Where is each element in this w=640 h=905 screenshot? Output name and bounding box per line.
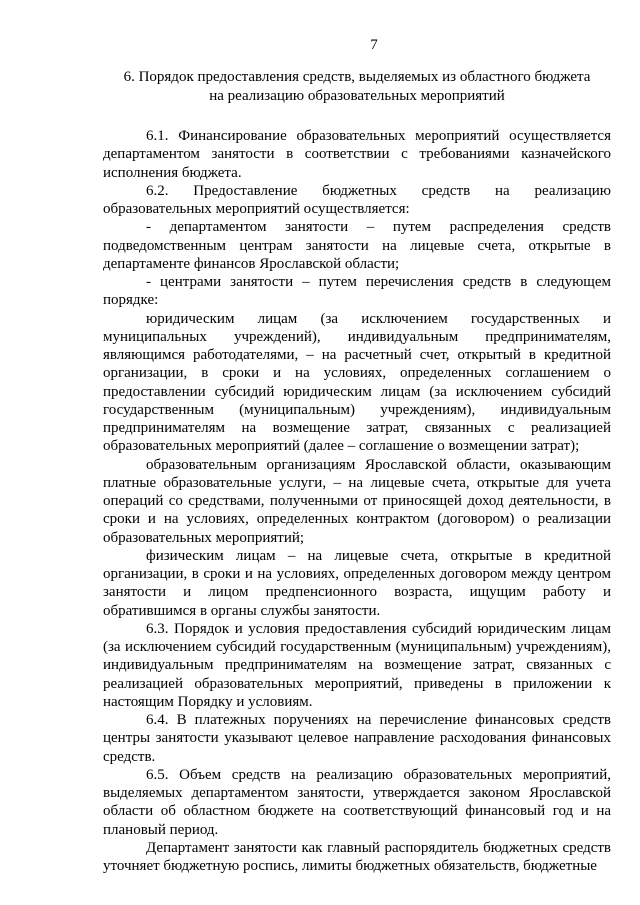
paragraph-legal-entities: юридическим лицам (за исключением государственных и муниципальных учреждений), индивидуальным предпринимателям, являющимся работодателями, – на расчетный счет, открытый в кредитной организации, в сроки и на условиях, определенных соглашением о предоставлении субсидий юридическим лицам (за исключением субсидий государственным (муниципальным) учреждениям), индивидуальным предпринимателям на возмещение затрат, связанных с реализацией образовательных мероприятий (далее – соглашение о возмещении затрат); bbox=[103, 310, 611, 455]
paragraph-6-4: 6.4. В платежных поручениях на перечисление финансовых средств центры занятости указывают целевое направление расходования финансовых средств. bbox=[103, 712, 611, 765]
section-heading-line-1: 6. Порядок предоставления средств, выделяемых из областного бюджета bbox=[123, 69, 591, 85]
paragraph-individuals: физическим лицам – на лицевые счета, открытые в кредитной организации, в сроки и на условиях, определенных договором между центром занятости и лицом предпенсионного возраста, ищущим работу и обратившимся в органы службы занятости. bbox=[103, 547, 611, 619]
page-number: 7 bbox=[370, 37, 378, 53]
document-page bbox=[103, 36, 611, 875]
paragraph-department-distribution: - департаментом занятости – путем распределения средств подведомственным центрам занятости на лицевые счета, открытые в департаменте финансов Ярославской области; bbox=[103, 219, 611, 272]
paragraph-6-3: 6.3. Порядок и условия предоставления субсидий юридическим лицам (за исключением субсидий государственным (муниципальным) учреждениям), индивидуальным предпринимателям на возмещение затрат, связанных с реализацией образовательных мероприятий, приведены в приложении к настоящим Порядку и условиям. bbox=[103, 620, 611, 710]
paragraph-6-2: 6.2. Предоставление бюджетных средств на реализацию образовательных мероприятий осуществляется: bbox=[103, 182, 611, 217]
paragraph-6-5: 6.5. Объем средств на реализацию образовательных мероприятий, выделяемых департаментом занятости, утверждается законом Ярославской области об областном бюджете на соответствующий финансовый год и на плановый период. bbox=[103, 766, 611, 838]
section-heading bbox=[103, 68, 611, 106]
paragraph-employment-centers: - центрами занятости – путем перечисления средств в следующем порядке: bbox=[103, 274, 611, 309]
section-heading-line-2: на реализацию образовательных мероприятий bbox=[209, 88, 505, 104]
paragraph-budget-manager: Департамент занятости как главный распорядитель бюджетных средств уточняет бюджетную роспись, лимиты бюджетных обязательств, бюджетные bbox=[103, 839, 611, 874]
paragraph-educational-organizations: образовательным организациям Ярославской области, оказывающим платные образовательные услуги, – на лицевые счета, открытые для учета операций со средствами, полученными от приносящей доход деятельности, в сроки и на условиях, определенных контрактом (договором) о реализации образовательных мероприятий; bbox=[103, 456, 611, 546]
paragraph-6-1: 6.1. Финансирование образовательных мероприятий осуществляется департаментом занятости в соответствии с требованиями казначейского исполнения бюджета. bbox=[103, 128, 611, 181]
